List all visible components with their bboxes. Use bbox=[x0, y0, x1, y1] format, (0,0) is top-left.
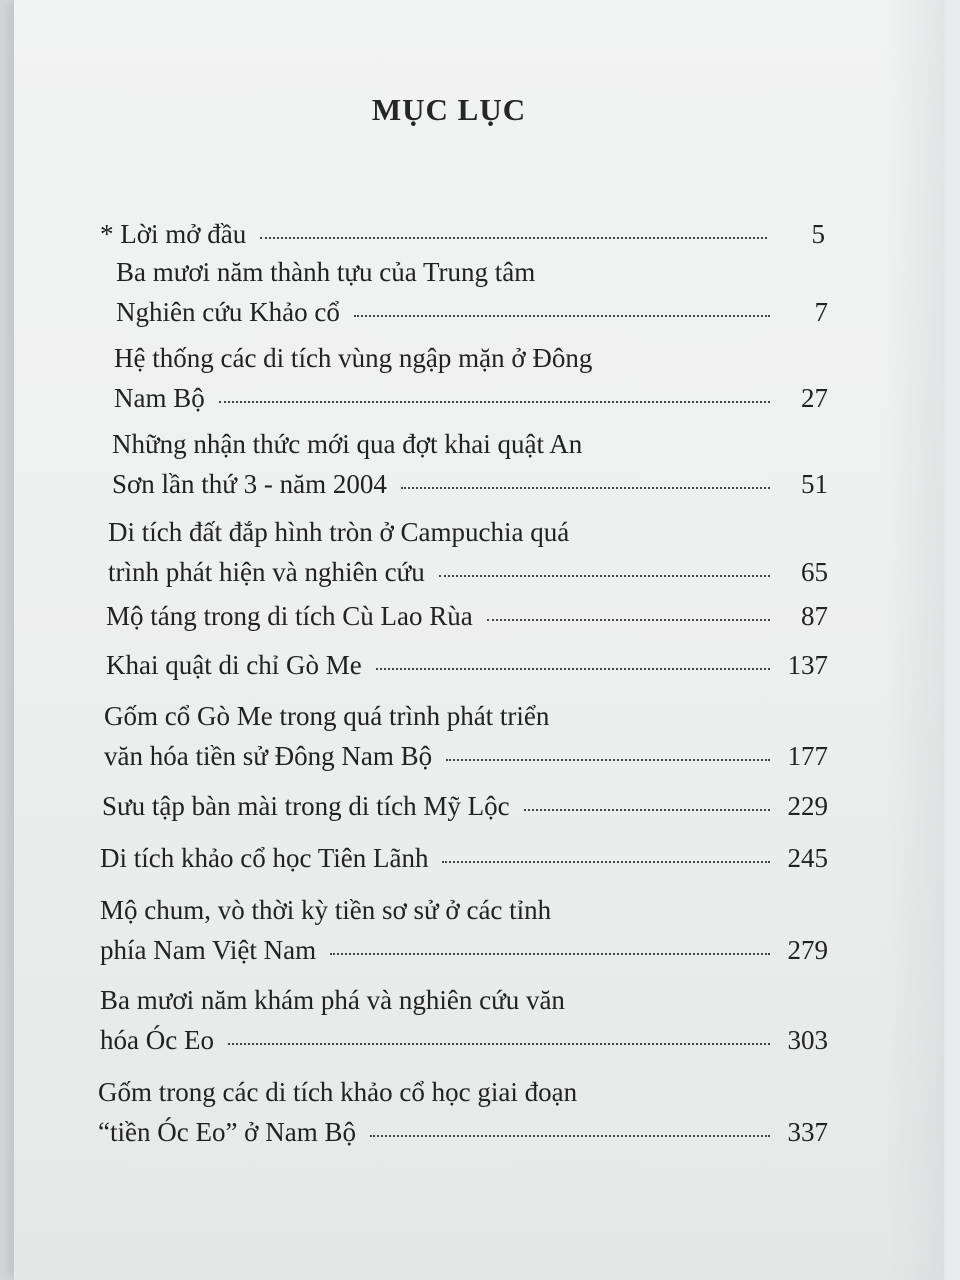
book-page bbox=[14, 0, 944, 1280]
dot-leader bbox=[376, 668, 770, 670]
toc-entry-title-line: Di tích đất đắp hình tròn ở Campuchia quá bbox=[108, 517, 570, 547]
toc-entry-last-line bbox=[114, 378, 828, 418]
toc-entry-title-line: hóa Óc Eo bbox=[100, 1025, 214, 1055]
toc-entry-title: Di tích khảo cổ học Tiên Lãnh bbox=[100, 843, 429, 873]
toc-page-number: 303 bbox=[787, 1025, 828, 1055]
toc-entry-title-line: Gốm trong các di tích khảo cổ học giai đoạn bbox=[98, 1077, 578, 1107]
dot-leader bbox=[219, 401, 770, 403]
toc-entry bbox=[100, 890, 828, 970]
toc-entry-last-line bbox=[100, 930, 828, 970]
toc-entry bbox=[104, 696, 828, 776]
toc-page-number: 229 bbox=[787, 791, 828, 821]
toc-entry-last-line bbox=[104, 736, 828, 776]
dot-leader bbox=[330, 953, 770, 955]
dot-leader bbox=[401, 487, 770, 489]
toc-page-number: 51 bbox=[801, 469, 828, 499]
toc-entry-title-line: Ba mươi năm khám phá và nghiên cứu văn bbox=[100, 985, 565, 1015]
toc-entry-last-line bbox=[100, 1020, 828, 1060]
toc-entry-last-line bbox=[112, 464, 828, 504]
toc-page-number: 279 bbox=[787, 935, 828, 965]
toc-entry-title-line: văn hóa tiền sử Đông Nam Bộ bbox=[104, 741, 433, 771]
dot-leader bbox=[446, 759, 770, 761]
table-of-contents bbox=[14, 0, 944, 1280]
toc-page-number: 137 bbox=[787, 650, 828, 680]
dot-leader bbox=[487, 619, 770, 621]
toc-page-number: 7 bbox=[814, 297, 828, 327]
toc-entry-last-line bbox=[98, 1112, 828, 1152]
toc-entry-title-line: phía Nam Việt Nam bbox=[100, 935, 317, 965]
toc-entry-last-line bbox=[102, 786, 828, 826]
toc-entry bbox=[98, 1072, 828, 1152]
toc-entry bbox=[100, 214, 825, 254]
toc-entry bbox=[100, 838, 828, 878]
toc-entry-title-line: “tiền Óc Eo” ở Nam Bộ bbox=[98, 1117, 356, 1147]
toc-entry bbox=[100, 980, 828, 1060]
dot-leader bbox=[260, 237, 767, 239]
toc-entry-last-line bbox=[100, 838, 828, 878]
toc-entry bbox=[106, 596, 828, 636]
toc-entry bbox=[102, 786, 828, 826]
toc-entry-title: Khai quật di chỉ Gò Me bbox=[106, 650, 362, 680]
toc-entry-title-line: Nghiên cứu Khảo cổ bbox=[116, 297, 340, 327]
dot-leader bbox=[370, 1135, 770, 1137]
toc-page-number: 65 bbox=[801, 557, 828, 587]
toc-page-number: 5 bbox=[811, 219, 825, 249]
toc-entry-title-line: Gốm cổ Gò Me trong quá trình phát triển bbox=[104, 701, 550, 731]
toc-page-number: 27 bbox=[801, 383, 828, 413]
toc-page-number: 245 bbox=[787, 843, 828, 873]
toc-entry-title-line: Nam Bộ bbox=[114, 383, 205, 413]
dot-leader bbox=[354, 315, 770, 317]
toc-entry bbox=[112, 424, 828, 504]
toc-entry-last-line bbox=[106, 645, 828, 685]
toc-entry-title-line: Hệ thống các di tích vùng ngập mặn ở Đông bbox=[114, 343, 593, 373]
toc-entry-title: Sưu tập bàn mài trong di tích Mỹ Lộc bbox=[102, 791, 510, 821]
toc-entry-title: Mộ táng trong di tích Cù Lao Rùa bbox=[106, 601, 473, 631]
toc-entry-last-line bbox=[116, 292, 828, 332]
dot-leader bbox=[439, 575, 770, 577]
dot-leader bbox=[524, 809, 770, 811]
toc-entry-title-line: trình phát hiện và nghiên cứu bbox=[108, 557, 425, 587]
toc-entry-title-line: Ba mươi năm thành tựu của Trung tâm bbox=[116, 257, 536, 287]
toc-entry bbox=[114, 338, 828, 418]
toc-entry-title: * Lời mở đầu bbox=[100, 219, 247, 249]
toc-page-number: 87 bbox=[801, 601, 828, 631]
toc-entry-title-line: Mộ chum, vò thời kỳ tiền sơ sử ở các tỉnh bbox=[100, 895, 552, 925]
toc-entry-last-line bbox=[100, 214, 825, 254]
toc-page-number: 177 bbox=[787, 741, 828, 771]
toc-entry-last-line bbox=[108, 552, 828, 592]
page-title: MỤC LỤC bbox=[371, 92, 527, 127]
dot-leader bbox=[228, 1043, 770, 1045]
toc-page-number: 337 bbox=[787, 1117, 828, 1147]
toc-entry-title-line: Sơn lần thứ 3 - năm 2004 bbox=[112, 469, 387, 499]
toc-entry bbox=[108, 512, 828, 592]
dot-leader bbox=[442, 861, 770, 863]
toc-entry bbox=[106, 645, 828, 685]
toc-entry-last-line bbox=[106, 596, 828, 636]
toc-entry-title-line: Những nhận thức mới qua đợt khai quật An bbox=[112, 429, 583, 459]
toc-entry bbox=[116, 252, 828, 332]
